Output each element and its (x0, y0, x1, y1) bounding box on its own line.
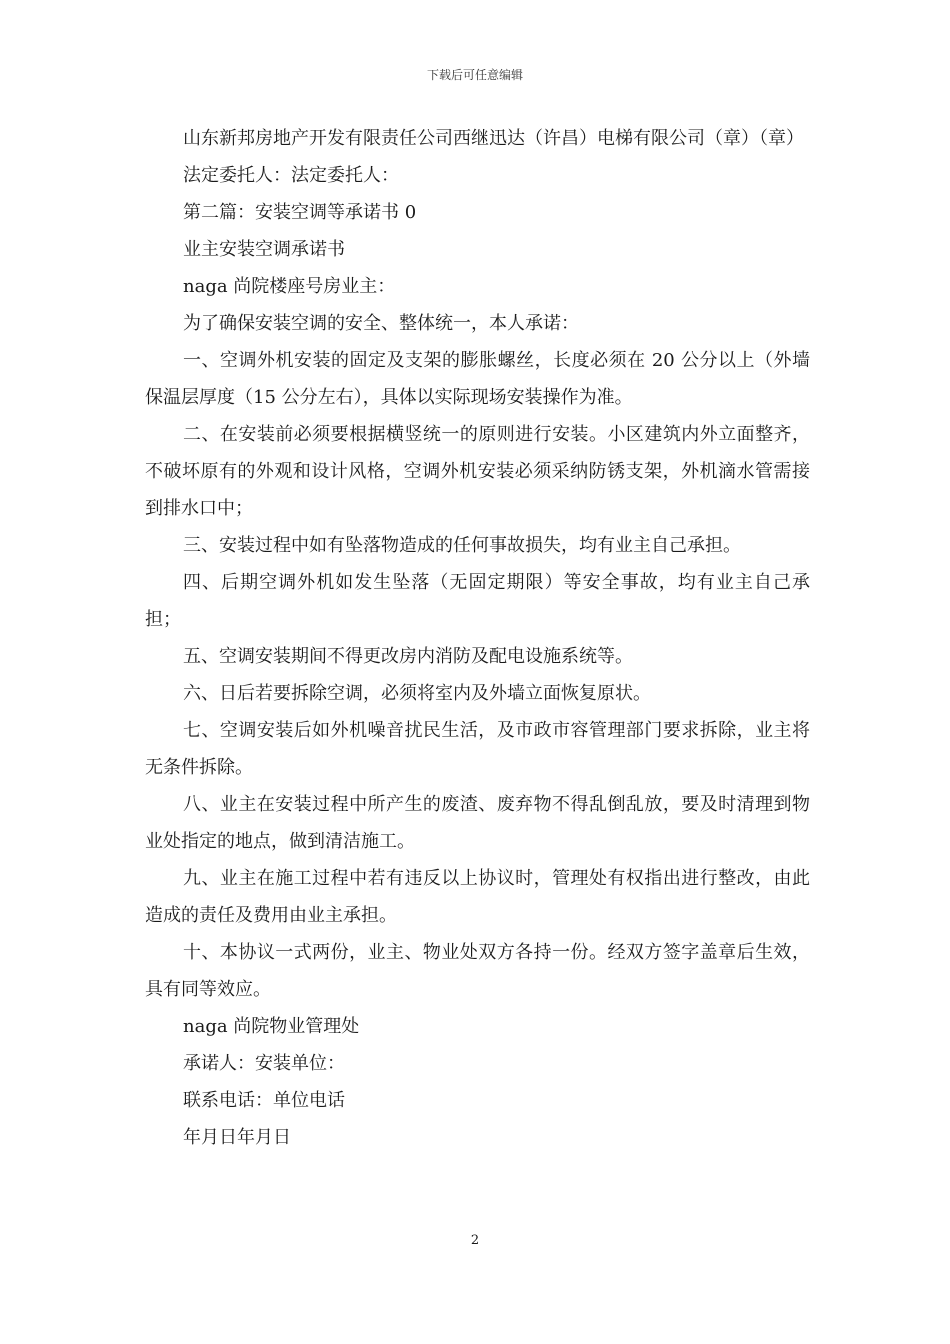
page-header: 下载后可任意编辑 (426, 68, 523, 82)
clause-2: 二、在安装前必须要根据横竖统一的原则进行安装。小区建筑内外立面整齐，不破坏原有的外观和设计风格，空调外机安装必须采纳防锈支架，外机滴水管需接到排水口中； (145, 424, 810, 519)
page-number: 2 (470, 1233, 480, 1248)
date-line: 年月日年月日 (183, 1127, 291, 1148)
clause-7: 七、空调安装后如外机噪音扰民生活，及市政市容管理部门要求拆除，业主将无条件拆除。 (145, 720, 810, 778)
clause-5: 五、空调安装期间不得更改房内消防及配电设施系统等。 (183, 646, 633, 667)
clause-6: 六、日后若要拆除空调，必须将室内及外墙立面恢复原状。 (183, 683, 651, 704)
document-title: 业主安装空调承诺书 (183, 239, 345, 260)
document-body (145, 120, 810, 1156)
clause-10: 十、本协议一式两份，业主、物业处双方各持一份。经双方签字盖章后生效，具有同等效应。 (145, 942, 810, 1000)
clause-8: 八、业主在安装过程中所产生的废渣、废弃物不得乱倒乱放，要及时清理到物业处指定的地点，做到清洁施工。 (145, 794, 810, 852)
contact-phone-line: 联系电话：单位电话 (183, 1090, 345, 1111)
clause-1: 一、空调外机安装的固定及支架的膨胀螺丝，长度必须在 20 公分以上（外墙保温层厚度（15 公分左右），具体以实际现场安装操作为准。 (145, 350, 810, 408)
clause-4: 四、后期空调外机如发生坠落（无固定期限）等安全事故，均有业主自己承担； (145, 572, 810, 630)
company-seal-line: 山东新邦房地产开发有限责任公司西继迅达（许昌）电梯有限公司（章）（章） (183, 128, 804, 149)
signatory-line: 承诺人：安装单位： (183, 1053, 345, 1074)
management-office-line: naga 尚院物业管理处 (183, 1016, 360, 1037)
clause-9: 九、业主在施工过程中若有违反以上协议时，管理处有权指出进行整改，由此造成的责任及费用由业主承担。 (145, 868, 810, 926)
intro-paragraph: 为了确保安装空调的安全、整体统一，本人承诺： (183, 313, 579, 334)
section-title: 第二篇：安装空调等承诺书 0 (183, 202, 417, 223)
addressee-line: naga 尚院楼座号房业主： (183, 276, 396, 297)
clause-3: 三、安装过程中如有坠落物造成的任何事故损失，均有业主自己承担。 (183, 535, 741, 556)
legal-representative-line: 法定委托人：法定委托人： (183, 165, 399, 186)
